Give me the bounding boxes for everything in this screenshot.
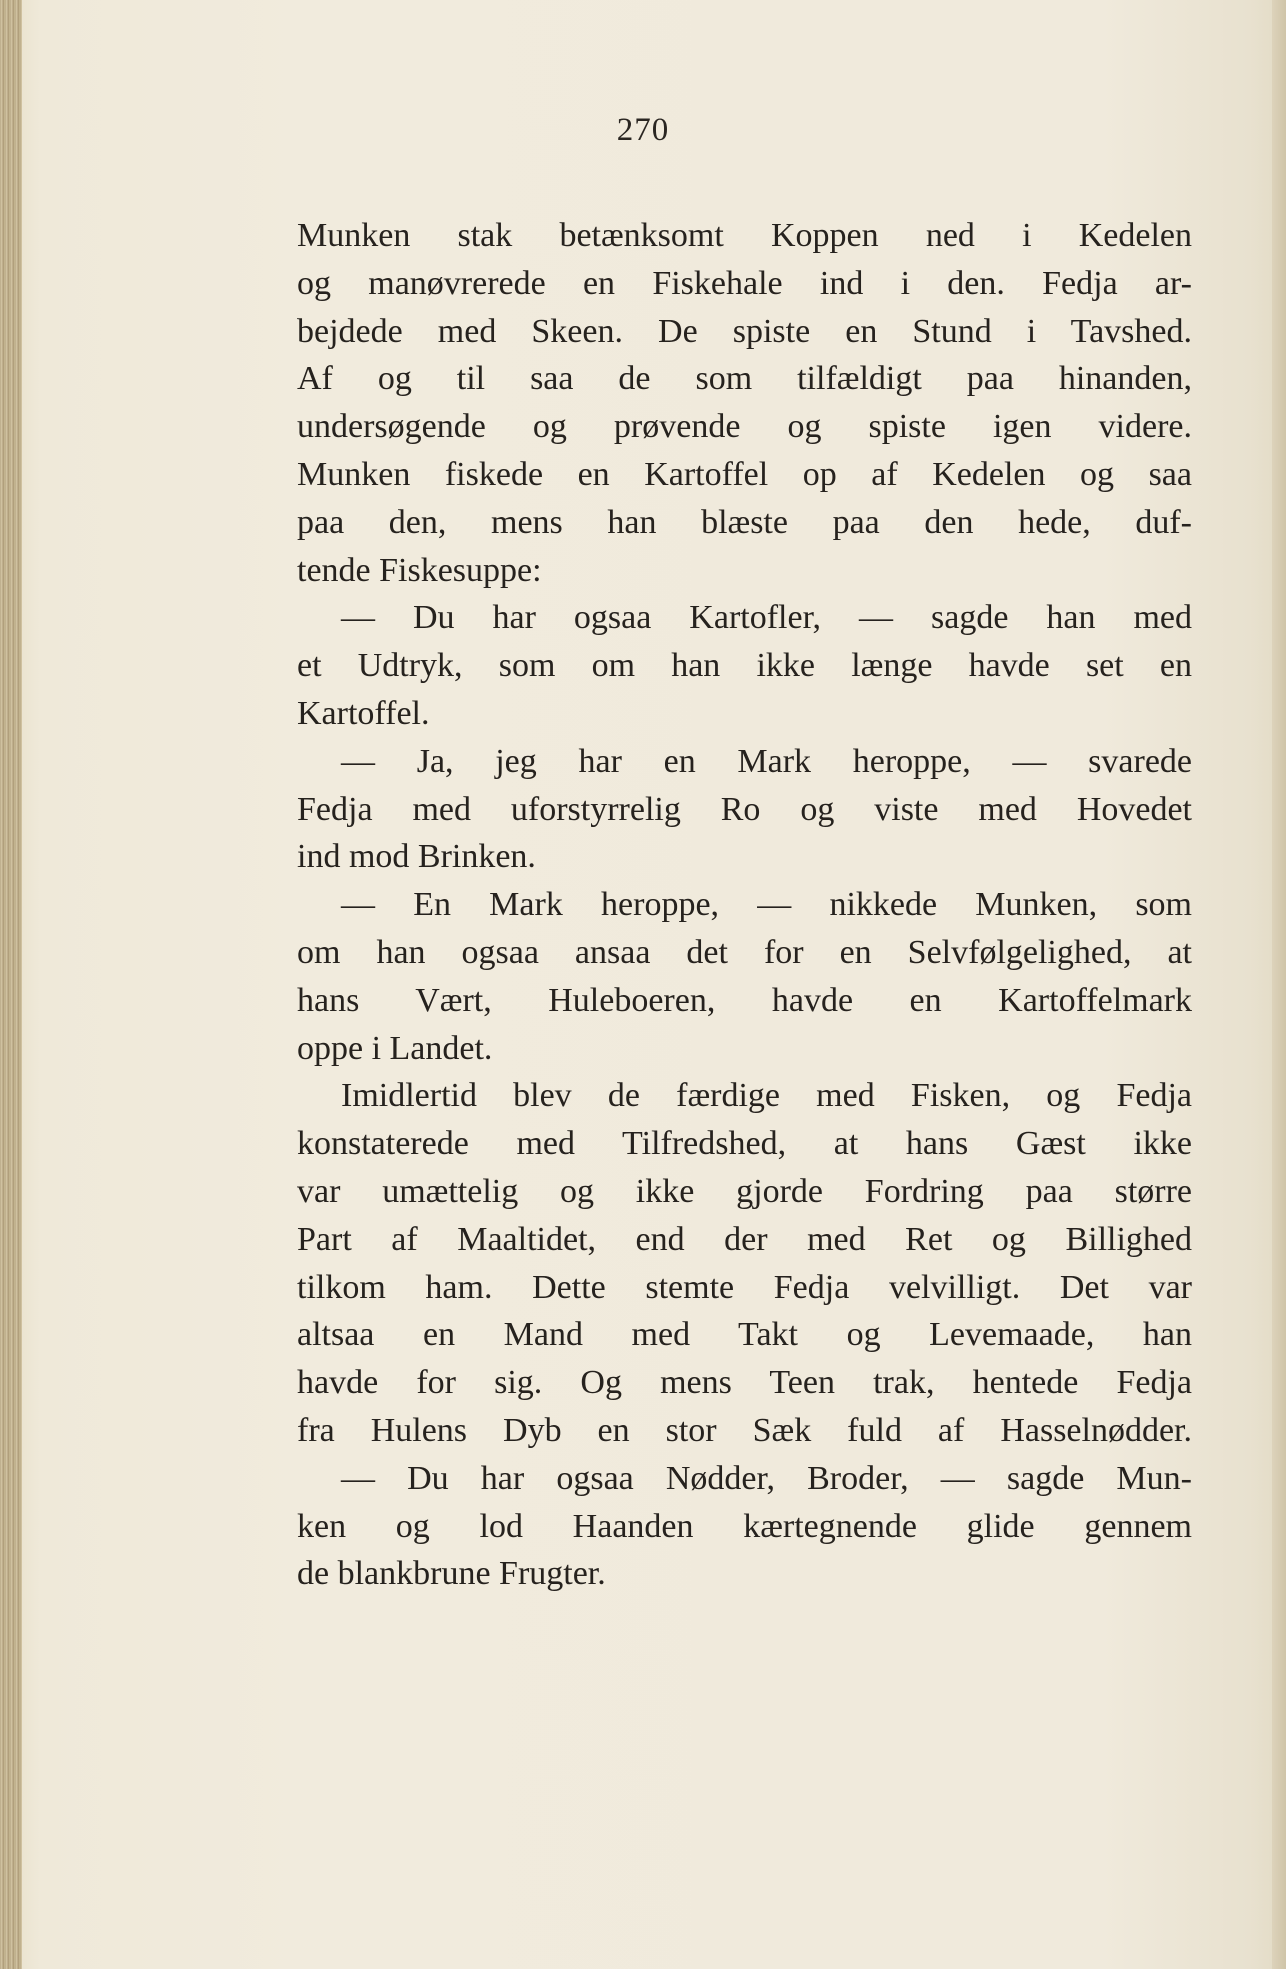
text-line: Munken stak betænksomt Koppen ned i Kedelen: [297, 217, 1192, 254]
text-line: og manøvrerede en Fiskehale ind i den. Fedja ar-: [297, 264, 1192, 302]
page-right-edge: [1272, 0, 1286, 1969]
text-line: bejdede med Skeen. De spiste en Stund i Tavshed.: [297, 312, 1192, 350]
text-line: tilkom ham. Dette stemte Fedja velvilligt. Det var: [297, 1268, 1192, 1306]
text-line: var umættelig og ikke gjorde Fordring paa større: [297, 1172, 1192, 1210]
text-line: Part af Maaltidet, end der med Ret og Billighed: [297, 1220, 1192, 1258]
text-line: hans Vært, Huleboeren, havde en Kartoffelmark: [297, 981, 1192, 1019]
text-line: fra Hulens Dyb en stor Sæk fuld af Hasselnødder.: [297, 1411, 1192, 1449]
text-line: paa den, mens han blæste paa den hede, duf-: [297, 503, 1192, 541]
text-line: Fedja med uforstyrrelig Ro og viste med Hovedet: [297, 790, 1192, 828]
text-line: altsaa en Mand med Takt og Levemaade, han: [297, 1316, 1192, 1354]
text-line: et Udtryk, som om han ikke længe havde set en: [297, 647, 1192, 685]
text-line: — Du har ogsaa Kartofler, — sagde han med: [341, 599, 1192, 637]
text-line: Imidlertid blev de færdige med Fisken, og Fedja: [341, 1077, 1192, 1115]
text-line: undersøgende og prøvende og spiste igen videre.: [297, 408, 1192, 446]
page-binding-edge: [0, 0, 22, 1969]
text-line: — Du har ogsaa Nødder, Broder, — sagde Mun-: [341, 1459, 1192, 1497]
text-line: oppe i Landet.: [297, 1029, 493, 1067]
text-line: Af og til saa de som tilfældigt paa hinanden,: [297, 360, 1192, 398]
body-text: [297, 212, 1192, 1598]
text-line: ind mod Brinken.: [297, 838, 536, 876]
text-line: tende Fiskesuppe:: [297, 551, 542, 589]
text-line: Kartoffel.: [297, 694, 430, 732]
text-line: de blankbrune Frugter.: [297, 1555, 606, 1593]
text-line: Munken fiskede en Kartoffel op af Kedelen og saa: [297, 455, 1192, 493]
text-line: ken og lod Haanden kærtegnende glide gennem: [297, 1507, 1192, 1545]
text-line: — En Mark heroppe, — nikkede Munken, som: [341, 886, 1192, 924]
text-line: havde for sig. Og mens Teen trak, hentede Fedja: [297, 1364, 1192, 1402]
text-line: om han ogsaa ansaa det for en Selvfølgelighed, at: [297, 933, 1192, 971]
text-line: konstaterede med Tilfredshed, at hans Gæst ikke: [297, 1125, 1192, 1163]
page-number: 270: [616, 112, 670, 148]
text-line: — Ja, jeg har en Mark heroppe, — svarede: [341, 742, 1192, 780]
